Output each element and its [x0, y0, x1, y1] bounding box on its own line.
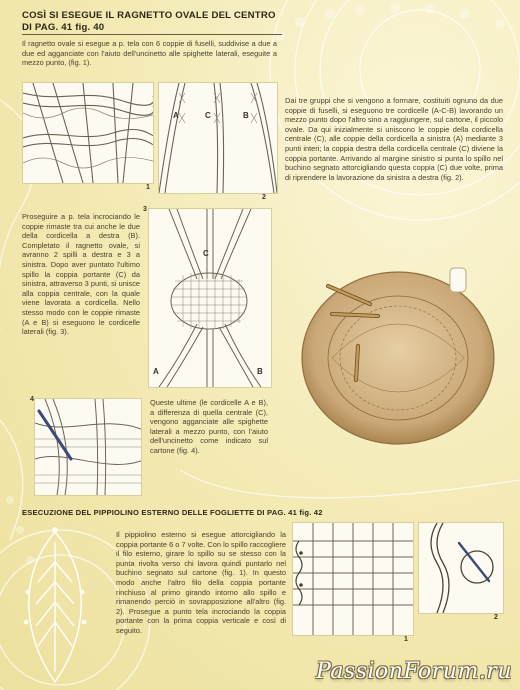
label-a-fig2: A: [173, 111, 179, 120]
site-watermark: PassionForum.ru: [316, 659, 512, 684]
figure-1-braid-diagram: [22, 82, 154, 184]
lace-pillow-drawing: [272, 260, 504, 450]
label-c-fig2: C: [205, 111, 211, 120]
label-c-fig3: C: [203, 249, 209, 258]
figure-3-drawing: [149, 209, 271, 387]
section1-title-line1: COSÌ SI ESEGUE IL RAGNETTO OVALE DEL CENTRO: [22, 10, 276, 21]
heading-rule: [22, 34, 282, 35]
figure-1-drawing: [23, 83, 153, 183]
section2-figure-1-drawing: [293, 523, 413, 635]
section2-figure-1-diagram: [292, 522, 414, 636]
section1-title-line2: DI PAG. 41 fig. 40: [22, 22, 105, 33]
figure-4-drawing: [35, 399, 141, 495]
section1-intro: Il ragnetto ovale si esegue a p. tela con 6 coppie di fuselli, suddivise a due a due ed agganciate con l'aiuto dell'uncinetto alle spighette laterali, eseguite a mezzo punto, (fig. 1).: [22, 39, 277, 68]
figure-4-number: 4: [30, 396, 34, 403]
section2-figure-2-number: 2: [494, 614, 498, 621]
figure-3-number: 3: [143, 206, 147, 213]
label-b-fig2: B: [243, 111, 249, 120]
label-b-fig3: B: [257, 367, 263, 376]
figure-3-oval-spider-diagram: [148, 208, 272, 388]
leaf-lace-photo: [10, 522, 100, 690]
figure-2-braid-diagram: [158, 82, 278, 194]
figure-4-hook-diagram: [34, 398, 142, 496]
section2-figure-1-number: 1: [404, 636, 408, 643]
figure-1-number: 1: [146, 184, 150, 191]
section1-left-column-text: Proseguire a p. tela incrociando le coppie rimaste tra cui anche le due della cordicella a destra (B). Completato il ragnetto ovale, si avranno 2 spilli a destra e 3 a sinistra. Dopo aver puntato l'ultimo spillo la coppia portante (C) da sinistra, attraverso 3 punti, si unisce alla coppia centrale, con la quale viene lavorata a cordicella. Nello stesso modo con le coppie rimaste (A e B) si eseguono le cordicelle laterali (fig. 3).: [22, 212, 140, 337]
section1-fig4-text: Queste ultime (le cordicelle A e B), a differenza di quella centrale (C), vengono agganciate alle spighette laterali a mezzo punto, con l'aiuto dell'uncinetto come indicato sul cartone (fig. 4).: [150, 398, 268, 455]
label-a-fig3: A: [153, 367, 159, 376]
section2-figure-2-diagram: [418, 522, 504, 614]
section2-figure-2-drawing: [419, 523, 503, 613]
lace-pillow-photo: [272, 260, 504, 450]
section1-right-column-text: Dai tre gruppi che si vengono a formare, costituiti ognuno da due coppie di fuselli, si eseguono tre cordicelle (A-C-B) lavorando un mezzo punto dopo l'altro sino a raggiungere, sul cartone, il piccolo ovale. Da qui inizialmente si uniscono le coppie della cordicella centrale (C), alle coppie della cordicella a sinistra (A) mediante 3 punti interi; la coppia destra della cordicella centrale (C) diviene la coppia portante. Arrivando al margine sinistro si punta lo spillo nel buchino segnato attorcigliando questa coppia (C) due volte, prima di riprendere la lavorazione da sinistra a destra (fig. 2).: [285, 96, 503, 182]
figure-2-drawing: [159, 83, 277, 193]
figure-2-number: 2: [262, 194, 266, 201]
section2-title: ESECUZIONE DEL PIPPIOLINO ESTERNO DELLE FOGLIETTE DI PAG. 41 fig. 42: [22, 508, 323, 517]
section2-body: Il pippiolino esterno si esegue attorcigliando la coppia portante 6 o 7 volte. Con lo spillo raccogliere il filo esterno, girare lo spillo su se stesso con la punta rivolta verso chi lavora quindi puntarlo nel buchino segnato sul cartone (fig. 1). In questo modo anche l'altro filo della coppia portante rinchiuso al primo girando intorno allo spillo e rimanendo perciò in sovrapposizione all'altro (fig. 2). Prosegue a punto tela incrociando la coppia portante con la prima coppia verticale e così di seguito.: [116, 530, 286, 635]
